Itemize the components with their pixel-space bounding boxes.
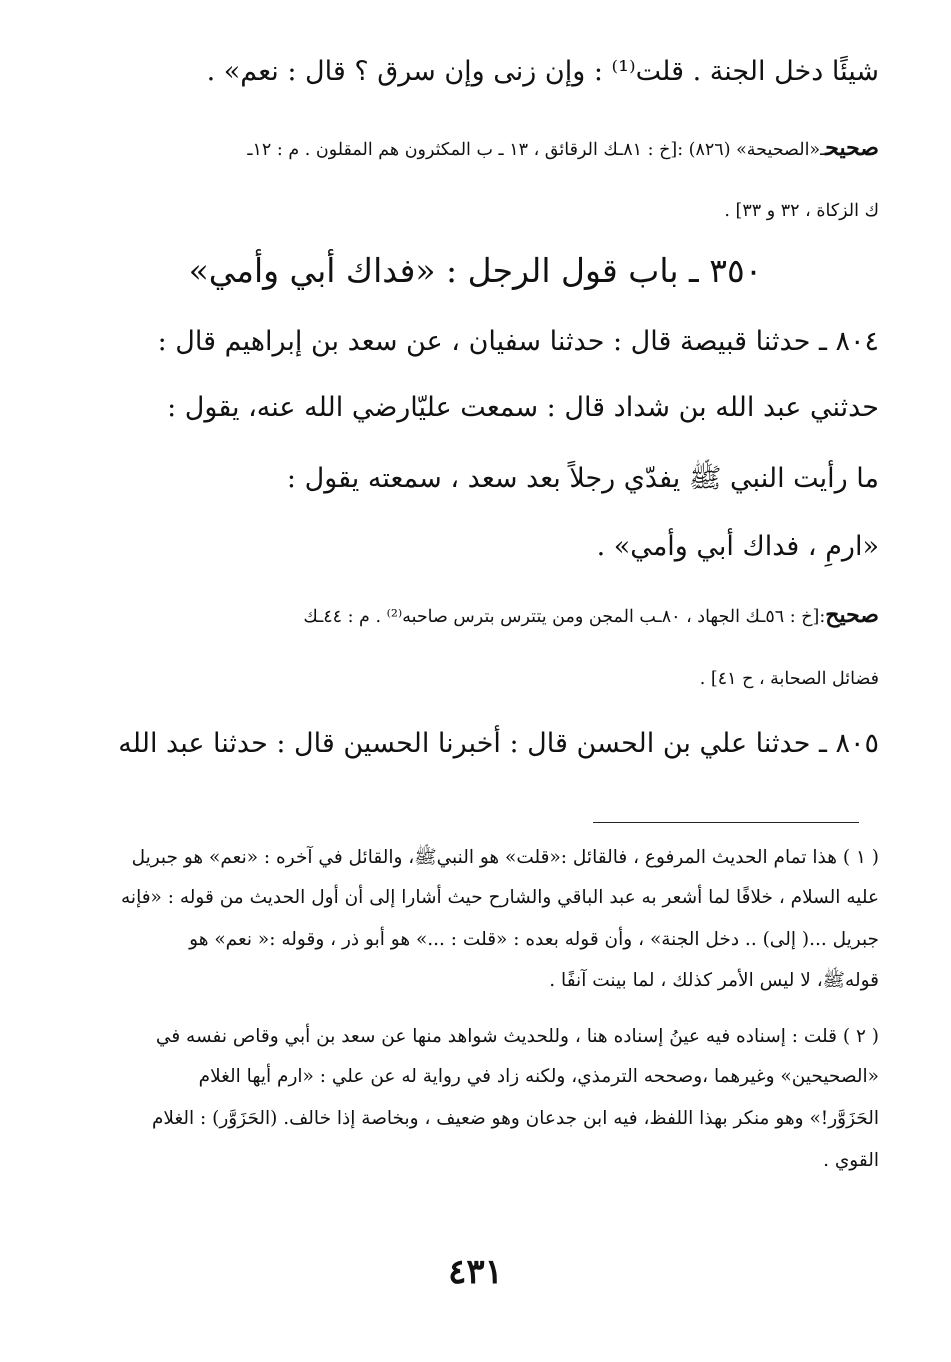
grading-reference-text: ـ«الصحيحة» (٨٢٦) :[خ : ٨١ـك الرقائق ، ١٣ ـ ب المكثرون هم المقلون . م : ١٢ـ (247, 140, 826, 160)
grading-reference-2-line-1 (95, 600, 879, 632)
footnote-1-line-2: عليه السلام ، خلافًا لما أشعر به عبد الباقي والشارح حيث أشارا إلى أن أول الحديث من قوله : «فإنه (121, 887, 879, 908)
footnote-1-line-3: جبريل ...( إلى) .. دخل الجنة» ، وأن قوله بعده : «قلت : ...» هو أبو ذر ، وقوله :« نعم» هو (189, 929, 879, 950)
grading-reference-2-line-2: فضائل الصحابة ، ح ٤١] . (699, 669, 879, 689)
grading-reference-1-line-1 (95, 133, 879, 165)
grade-label: صحيح (825, 602, 879, 628)
footnote-2-line-1: ( ٢ ) قلت : إسناده فيه عينُ إسناده هنا ، وللحديث شواهد منها عن سعد بن أبي وقاص نفسه في (155, 1026, 879, 1047)
page-number: ٤٣١ (448, 1252, 503, 1292)
grade-label: صحيح (825, 135, 879, 161)
footnote-1-line-4: قولهﷺ، لا ليس الأمر كذلك ، لما بينت آنفًا . (549, 970, 879, 991)
hadith-804-line-3: ما رأيت النبي ﷺ يفدّي رجلاً بعد سعد ، سمعته يقول : (286, 463, 879, 494)
footnote-1-line-1: ( ١ ) هذا تمام الحديث المرفوع ، فالقائل :«قلت» هو النبيﷺ، والقائل في آخره : «نعم» هو جبريل (131, 847, 879, 868)
footnote-divider (593, 822, 859, 823)
hadith-805-line-1: ٨٠٥ ـ حدثنا علي بن الحسن قال : أخبرنا الحسين قال : حدثنا عبد الله (118, 728, 879, 759)
hadith-804-line-1: ٨٠٤ ـ حدثنا قبيصة قال : حدثنا سفيان ، عن سعد بن إبراهيم قال : (157, 326, 879, 357)
text-line-continuation: شيئًا دخل الجنة . قلت⁽¹⁾ : وإن زنى وإن سرق ؟ قال : نعم» . (206, 56, 879, 87)
grading-reference-1-line-2: ك الزكاة ، ٣٢ و ٣٣] . (724, 201, 879, 221)
hadith-804-line-4: «ارمِ ، فداك أبي وأمي» . (596, 531, 879, 562)
chapter-heading: ٣٥٠ ـ باب قول الرجل : «فداك أبي وأمي» (188, 251, 763, 290)
grading-reference-text: :[خ : ٥٦ـك الجهاد ، ٨٠ـب المجن ومن يتترس بترس صاحبه⁽²⁾ . م : ٤٤ـك (303, 607, 826, 627)
footnote-2-line-4: القوي . (823, 1150, 879, 1171)
hadith-804-line-2: حدثني عبد الله بن شداد قال : سمعت عليّارضي الله عنه، يقول : (167, 392, 879, 423)
footnote-2-line-2: «الصحيحين» وغيرهما ،وصححه الترمذي، ولكنه زاد في رواية له عن علي : «ارم أيها الغلام (198, 1066, 879, 1087)
footnote-2-line-3: الحَزَوَّر!» وهو منكر بهذا اللفظ، فيه ابن جدعان وهو ضعيف ، وبخاصة إذا خالف. (الحَزَوَّر) : الغلام (151, 1108, 879, 1129)
